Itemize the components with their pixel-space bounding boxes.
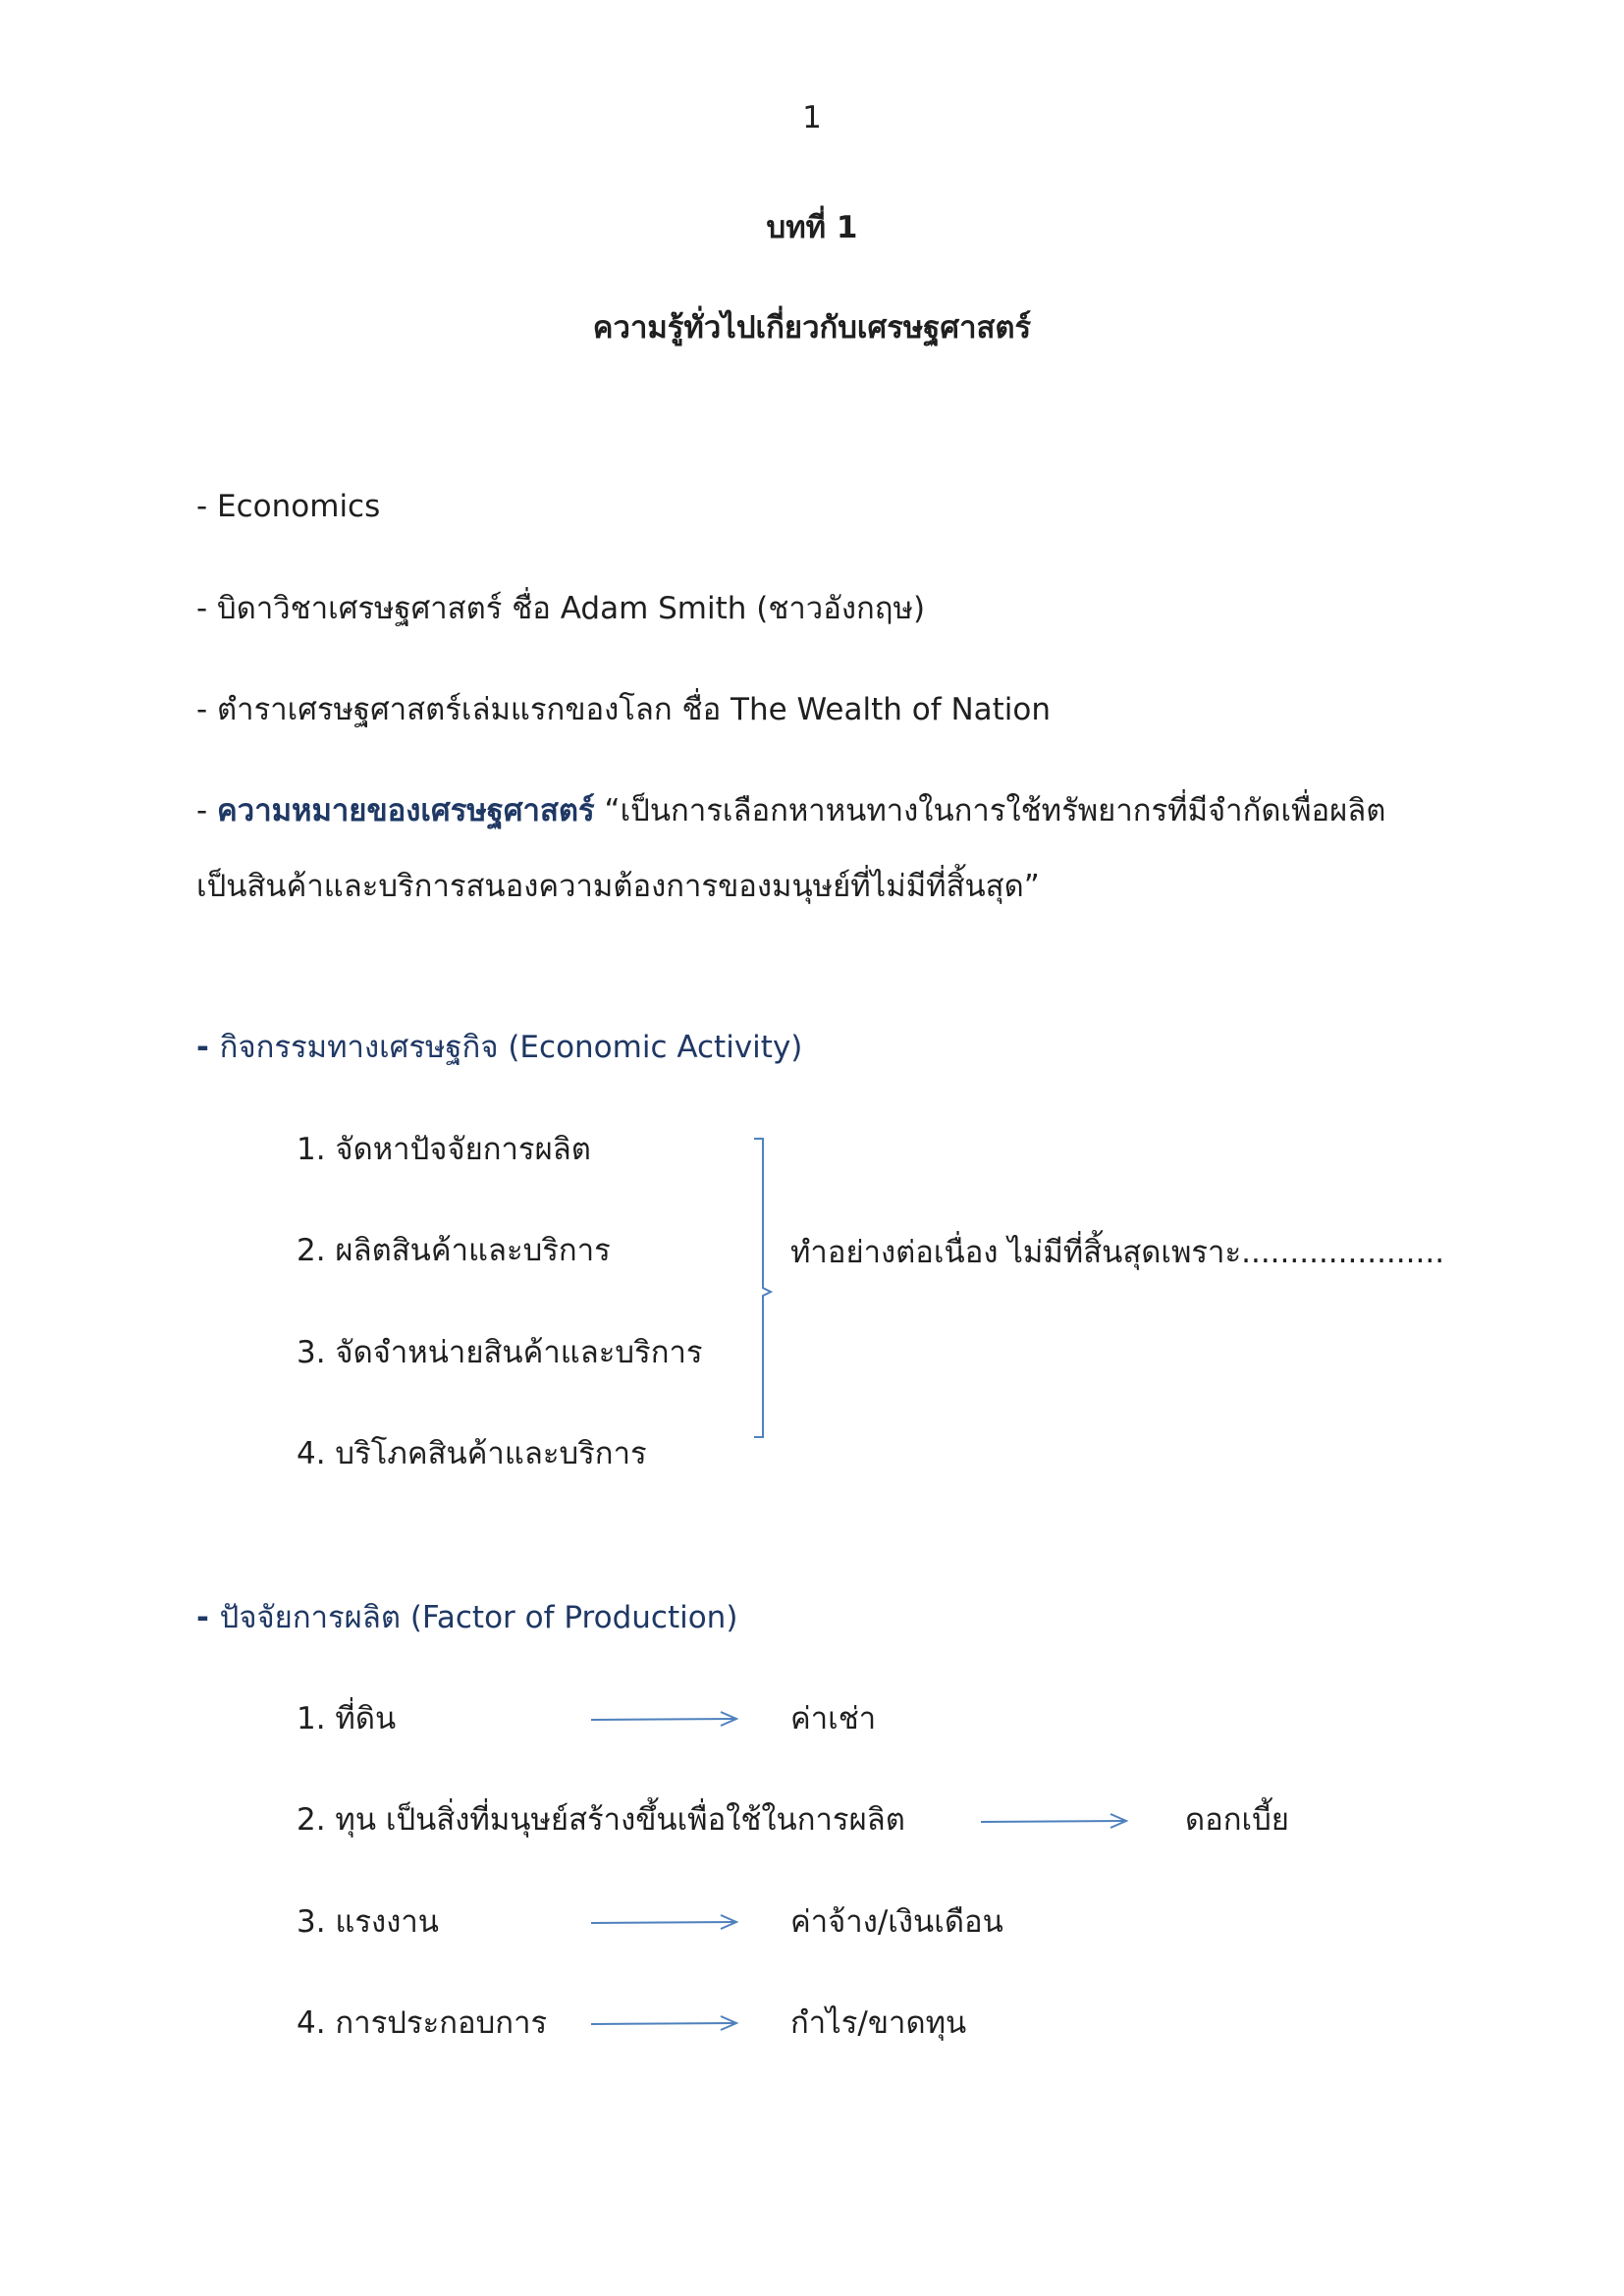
factor-return: ค่าเช่า [790,1701,877,1736]
factor-label: 3. แรงงาน [297,1904,439,1940]
factor-return: กำไร/ขาดทุน [790,2005,967,2041]
activity-item: 4. บริโภคสินค้าและบริการ [297,1436,647,1471]
activity-heading-text: กิจกรรมทางเศรษฐกิจ (Economic Activity) [219,1030,803,1065]
arrow-right-icon [589,1708,746,1732]
activity-item: 1. จัดหาปัจจัยการผลิต [297,1132,591,1167]
definition-line-1 [196,791,1385,830]
factor-label: 1. ที่ดิน [297,1701,397,1736]
factor-label: 4. การประกอบการ [297,2005,548,2041]
activity-bracket [746,1137,785,1443]
factor-return: ค่าจ้าง/เงินเดือน [790,1904,1003,1940]
intro-father: - บิดาวิชาเศรษฐศาสตร์ ชื่อ Adam Smith (ชาวอังกฤษ) [196,591,926,626]
definition-prefix: - [196,793,218,828]
factors-heading-text: ปัจจัยการผลิต (Factor of Production) [219,1600,738,1635]
intro-first-book: - ตำราเศรษฐศาสตร์เล่มแรกของโลก ชื่อ The Wealth of Nation [196,692,1052,727]
definition-text-1: “เป็นการเลือกหาหนทางในการใช้ทรัพยากรที่มีจำกัดเพื่อผลิต [594,793,1386,828]
activity-heading [196,1028,802,1067]
definition-line-2: เป็นสินค้าและบริการสนองความต้องการของมนุษย์ที่ไม่มีที่สิ้นสุด” [196,869,1040,904]
chapter-title: ความรู้ทั่วไปเกี่ยวกับเศรษฐศาสตร์ [592,310,1032,346]
arrow-right-icon [589,2012,746,2036]
chapter-label: บทที่ 1 [766,210,858,245]
intro-economics: - Economics [196,489,381,524]
factors-heading [196,1598,737,1637]
activity-item: 3. จัดจำหน่ายสินค้าและบริการ [297,1335,703,1370]
arrow-right-icon [979,1810,1136,1834]
factor-label: 2. ทุน เป็นสิ่งที่มนุษย์สร้างขึ้นเพื่อใช้ในการผลิต [297,1802,905,1838]
page-number: 1 [802,100,822,135]
activity-note: ทำอย่างต่อเนื่อง ไม่มีที่สิ้นสุดเพราะ..................... [790,1235,1445,1270]
factor-return: ดอกเบี้ย [1185,1802,1289,1838]
activity-heading-dash: - [196,1030,220,1065]
arrow-right-icon [589,1911,746,1935]
factors-heading-dash: - [196,1600,220,1635]
activity-item: 2. ผลิตสินค้าและบริการ [297,1233,611,1268]
definition-label: ความหมายของเศรษฐศาสตร์ [217,793,595,828]
